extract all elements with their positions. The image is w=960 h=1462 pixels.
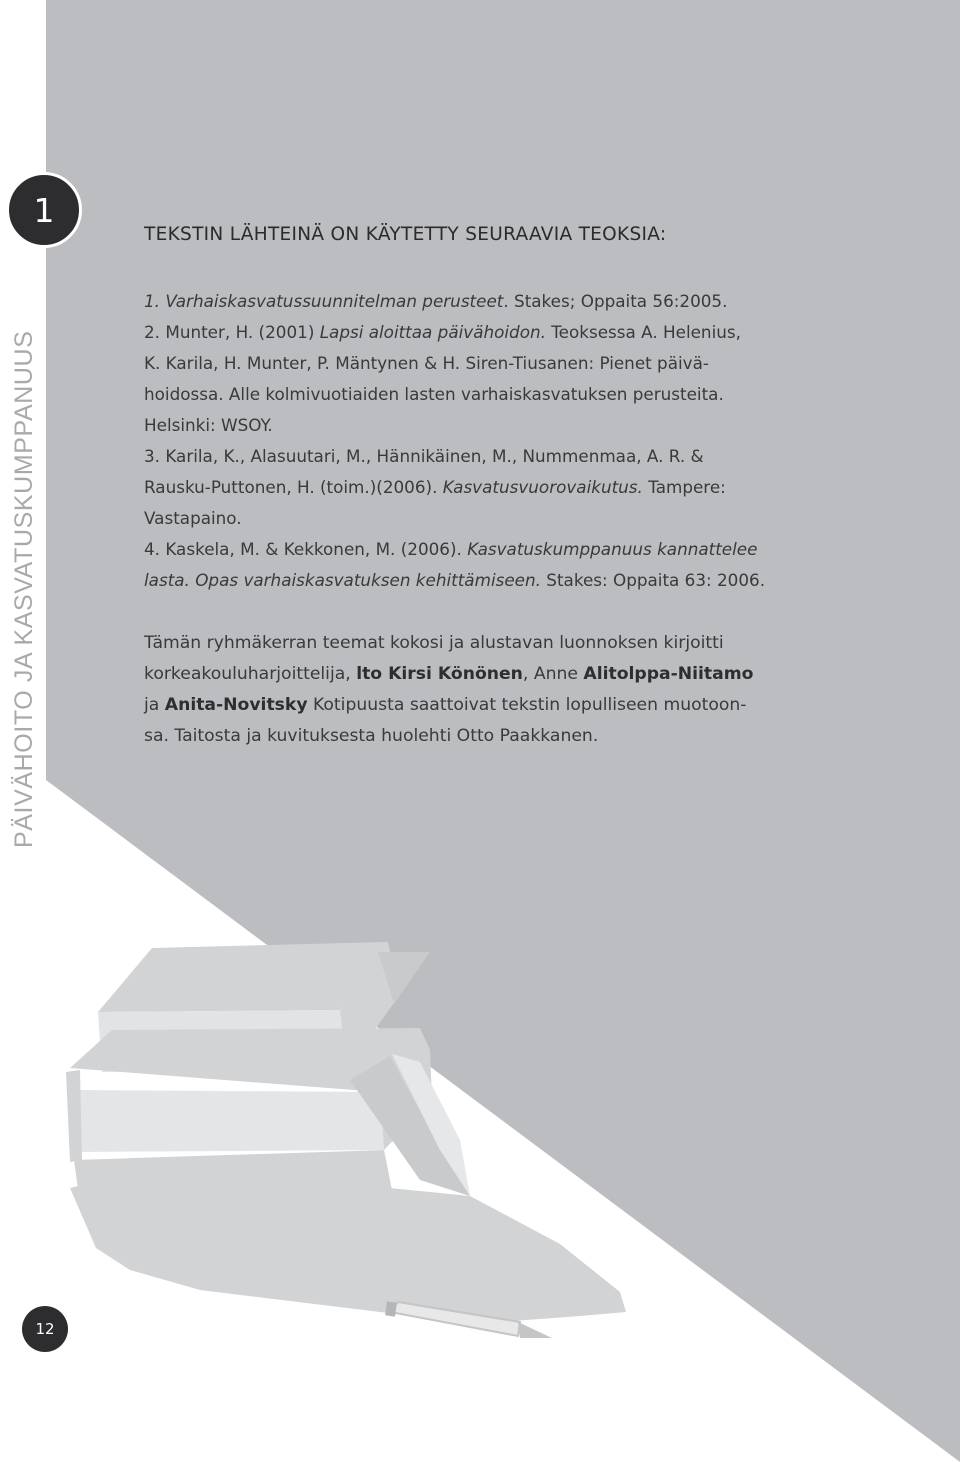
credits-paragraph [144,628,789,752]
reference-number: 1. [144,291,166,311]
page-number-badge: 12 [22,1306,68,1352]
reference-text: Helsinki: WSOY. [144,415,273,435]
reference-text: Vastapaino. [144,508,242,528]
credits-text: Kotipuusta saattoivat tekstin lopulliseen muotoon- [307,695,747,715]
credits-text: ja [144,695,165,715]
side-section-title: PÄIVÄHOITO JA KASVATUSKUMPPANUUS [10,330,38,848]
reference-title: Kasvatuskumppanuus kannattelee [467,539,758,559]
reference-publisher: . Stakes; Oppaita 56:2005. [503,291,728,311]
credit-name: Alitolppa-Niitamo [583,664,754,684]
sources-heading: TEKSTIN LÄHTEINÄ ON KÄYTETTY SEURAAVIA TEOKSIA: [144,224,667,245]
chapter-number-badge: 1 [6,172,82,248]
reference-item-3 [144,441,784,534]
reference-item-2 [144,317,784,441]
reference-text: hoidossa. Alle kolmivuotiaiden lasten varhaiskasvatuksen perusteita. [144,384,724,404]
reference-text: Rausku-Puttonen, H. (toim.)(2006). [144,477,443,497]
reference-item-4 [144,534,784,596]
credits-text: , Anne [522,664,584,684]
reference-publisher: Stakes: Oppaita 63: 2006. [540,570,766,590]
reference-item-1 [144,286,784,317]
reference-text: Teoksessa A. Helenius, [545,322,741,342]
reference-list [144,286,784,596]
reference-author: 4. Kaskela, M. & Kekkonen, M. (2006). [144,539,468,559]
credits-text: Tämän ryhmäkerran teemat kokosi ja alustavan luonnoksen kirjoitti [144,633,724,653]
credits-text: korkeakouluharjoittelija, [144,664,357,684]
reference-text: Tampere: [642,477,726,497]
reference-title: Lapsi aloittaa päivähoidon. [319,322,546,342]
reference-title: Kasvatusvuorovaikutus. [442,477,643,497]
credit-name: Anita-Novitsky [164,695,308,715]
credit-name: lto Kirsi Könönen [356,664,523,684]
reference-text: K. Karila, H. Munter, P. Mäntynen & H. Siren-Tiusanen: Pienet päivä- [144,353,709,373]
reference-title: Varhaiskasvatussuunnitelman perusteet [165,291,504,311]
credits-text: sa. Taitosta ja kuvituksesta huolehti Otto Paakkanen. [144,726,599,746]
reference-text: 3. Karila, K., Alasuutari, M., Hännikäinen, M., Nummenmaa, A. R. & [144,446,704,466]
reference-title: lasta. Opas varhaiskasvatuksen kehittämiseen. [144,570,541,590]
reference-author: 2. Munter, H. (2001) [144,322,320,342]
